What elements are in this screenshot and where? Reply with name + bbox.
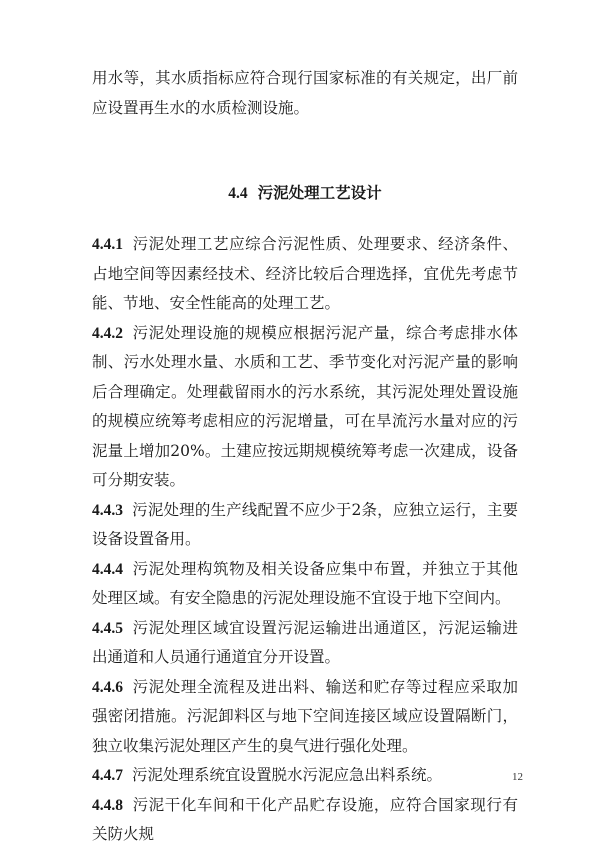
clause-number: 4.4.7 — [92, 767, 123, 784]
clause-4-4-6 — [92, 673, 518, 762]
clause-4-4-3 — [92, 496, 518, 555]
document-body — [92, 64, 518, 850]
page-number: 12 — [512, 771, 523, 783]
clause-4-4-8 — [92, 791, 518, 850]
clause-4-4-4 — [92, 555, 518, 614]
section-number: 4.4 — [228, 185, 248, 202]
clause-number: 4.4.6 — [92, 678, 123, 696]
clause-4-4-1 — [92, 230, 518, 319]
clause-text: 污泥处理构筑物及相关设备应集中布置，并独立于其他处理区域。有安全隐患的污泥处理设施不宜设于地下空间内。 — [92, 559, 518, 607]
clause-number: 4.4.3 — [92, 501, 123, 519]
section-title-text: 污泥处理工艺设计 — [257, 183, 382, 202]
clause-number: 4.4.8 — [92, 796, 123, 814]
clause-text: 污泥处理区域宜设置污泥运输进出通道区，污泥运输进出通道和人员通行通道宜分开设置。 — [92, 618, 518, 666]
clause-4-4-5 — [92, 614, 518, 673]
clause-text: 污泥处理工艺应综合污泥性质、处理要求、经济条件、占地空间等因素经技术、经济比较后合理选择，宜优先考虑节能、节地、安全性能高的处理工艺。 — [92, 235, 518, 312]
clause-number: 4.4.2 — [92, 324, 123, 342]
clause-number: 4.4.4 — [92, 560, 123, 578]
clause-text: 污泥处理全流程及进出料、输送和贮存等过程应采取加强密闭措施。污泥卸料区与地下空间连接区域应设置隔断门，独立收集污泥处理区产生的臭气进行强化处理。 — [92, 677, 518, 755]
clause-text: 污泥处理的生产线配置不应少于2条，应独立运行，主要设备设置备用。 — [92, 500, 518, 548]
clause-text: 污泥处理设施的规模应根据污泥产量，综合考虑排水体制、污水处理水量、水质和工艺、季节变化对污泥产量的影响后合理确定。处理截留雨水的污水系统，其污泥处理处置设施的规模应统筹考虑相应的污泥增量，可在旱流污水量对应的污泥量上增加20%。土建应按远期规模统筹考虑一次建成，设备可分期安装。 — [92, 323, 518, 489]
clause-4-4-2 — [92, 319, 518, 496]
clause-number: 4.4.1 — [92, 236, 123, 253]
clause-4-4-7 — [92, 761, 518, 791]
clause-number: 4.4.5 — [92, 619, 123, 637]
section-heading — [92, 181, 518, 206]
continuation-paragraph: 用水等，其水质指标应符合现行国家标准的有关规定，出厂前应设置再生水的水质检测设施。 — [92, 69, 518, 117]
clause-text: 污泥干化车间和干化产品贮存设施，应符合国家现行有关防火规 — [92, 795, 518, 843]
clause-text: 污泥处理系统宜设置脱水污泥应急出料系统。 — [132, 766, 443, 784]
